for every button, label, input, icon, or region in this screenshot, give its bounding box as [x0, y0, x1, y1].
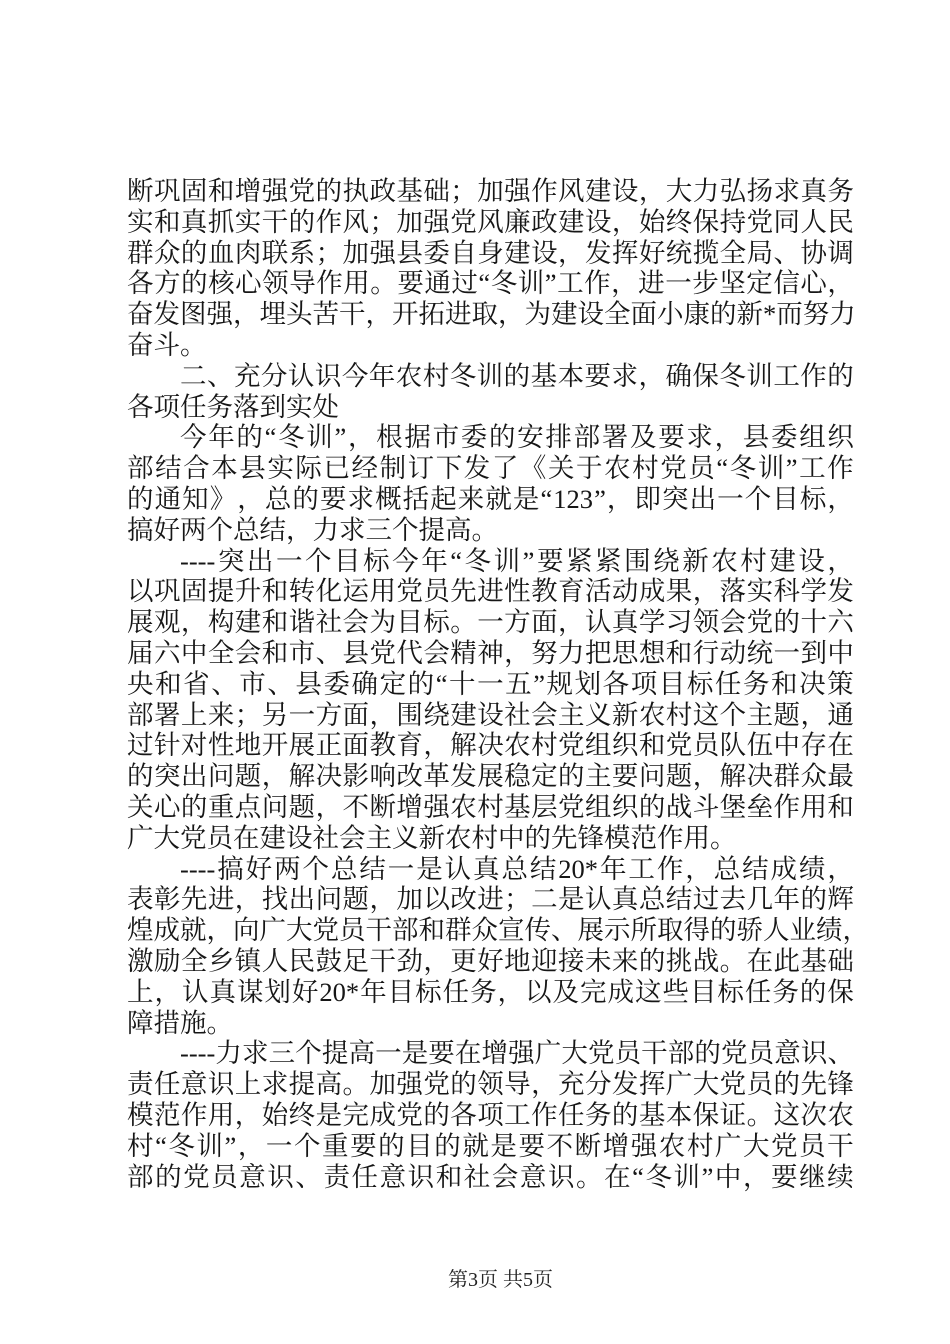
- text-line: 奋 发 图 强 ， 埋 头 苦 干 ， 开 拓 进 取 ， 为 建 设 全 面 小 康 的 新 * 而 努 力: [127, 299, 856, 330]
- text-line: 部 署 上 来 ； 另 一 方 面 ， 围 绕 建 设 社 会 主 义 新 农 村 这 个 主 题 ， 通: [127, 699, 854, 730]
- text-line: 搞好两个总结，力求三个提高。: [127, 514, 498, 545]
- text-line: 部 的 党 员 意 识 、 责 任 意 识 和 社 会 意 识 。 在 “ 冬 训 ” 中 ， 要 继 续: [127, 1161, 854, 1192]
- page-footer: [127, 1240, 854, 1315]
- text-line: 表 彰 先 进 ， 找 出 问 题 ， 加 以 改 进 ； 二 是 认 真 总 结 过 去 几 年 的 辉: [127, 884, 854, 915]
- text-line: ---- 搞 好 两 个 总 结 一 是 认 真 总 结 20* 年 工 作 ， 总 结 成 绩 ，: [180, 853, 854, 884]
- text-line: ---- 突 出 一 个 目 标 今 年 “ 冬 训 ” 要 紧 紧 围 绕 新 农 村 建 设 ，: [180, 545, 854, 576]
- text-line: 上 ， 认 真 谋 划 好 20* 年 目 标 任 务 ， 以 及 完 成 这 些 目 标 任 务 的 保: [127, 976, 854, 1007]
- page-number-indicator: 第3页 共5页: [448, 1269, 553, 1291]
- text-line: ---- 力 求 三 个 提 高 一 是 要 在 增 强 广 大 党 员 干 部 的 党 员 意 识 、: [180, 1038, 854, 1069]
- text-line: 届 六 中 全 会 和 市 、 县 党 代 会 精 神 ， 努 力 把 思 想 和 行 动 统 一 到 中: [127, 637, 854, 668]
- text-line: 责 任 意 识 上 求 提 高 。 加 强 党 的 领 导 ， 充 分 发 挥 广 大 党 员 的 先 锋: [127, 1069, 854, 1100]
- text-line: 各项任务落到实处: [127, 391, 339, 422]
- text-line: 村 “ 冬 训 ” ， 一 个 重 要 的 目 的 就 是 要 不 断 增 强 农 村 广 大 党 员 干: [127, 1130, 854, 1161]
- text-line: 以 巩 固 提 升 和 转 化 运 用 党 员 先 进 性 教 育 活 动 成 果 ， 落 实 科 学 发: [127, 576, 854, 607]
- text-line: 广大党员在建设社会主义新农村中的先锋模范作用。: [127, 822, 737, 853]
- text-line: 今 年 的 “ 冬 训 ” ， 根 据 市 委 的 安 排 部 署 及 要 求 ， 县 委 组 织: [180, 422, 854, 453]
- text-line: 群 众 的 血 肉 联 系 ； 加 强 县 委 自 身 建 设 ， 发 挥 好 统 揽 全 局 、 协 调: [127, 237, 854, 268]
- text-line: 激 励 全 乡 镇 人 民 鼓 足 干 劲 ， 更 好 地 迎 接 未 来 的 挑 战 。 在 此 基 础: [127, 945, 854, 976]
- text-line: 奋斗。: [127, 329, 207, 360]
- text-line: 展 观 ， 构 建 和 谐 社 会 为 目 标 。 一 方 面 ， 认 真 学 习 领 会 党 的 十 六: [127, 607, 854, 638]
- text-line: 二 、 充 分 认 识 今 年 农 村 冬 训 的 基 本 要 求 ， 确 保 冬 训 工 作 的: [180, 360, 854, 391]
- text-line: 关 心 的 重 点 问 题 ， 不 断 增 强 农 村 基 层 党 组 织 的 战 斗 堡 垒 作 用 和: [127, 791, 854, 822]
- text-line: 的 突 出 问 题 ， 解 决 影 响 改 革 发 展 稳 定 的 主 要 问 题 ， 解 决 群 众 最: [127, 761, 854, 792]
- text-line: 障措施。: [127, 1007, 233, 1038]
- text-line: 各 方 的 核 心 领 导 作 用 。 要 通 过 “ 冬 训 ” 工 作 ， 进 一 步 坚 定 信 心 ，: [127, 268, 854, 299]
- text-line: 央 和 省 、 市 、 县 委 确 定 的 “ 十 一 五 ” 规 划 各 项 目 标 任 务 和 决 策: [127, 668, 854, 699]
- text-line: 部 结 合 本 县 实 际 已 经 制 订 下 发 了 《 关 于 农 村 党 员 “ 冬 训 ” 工 作: [127, 453, 854, 484]
- text-line: 实 和 真 抓 实 干 的 作 风 ； 加 强 党 风 廉 政 建 设 ， 始 终 保 持 党 同 人 民: [127, 206, 854, 237]
- text-line: 过 针 对 性 地 开 展 正 面 教 育 ， 解 决 农 村 党 组 织 和 党 员 队 伍 中 存 在: [127, 730, 854, 761]
- document-body: [127, 176, 869, 1192]
- text-line: 的 通 知 》 ， 总 的 要 求 概 括 起 来 就 是 “ 123 ” ， 即 突 出 一 个 目 标 ，: [127, 483, 854, 514]
- text-line: 断 巩 固 和 增 强 党 的 执 政 基 础 ； 加 强 作 风 建 设 ， 大 力 弘 扬 求 真 务: [127, 176, 854, 206]
- text-line: 模 范 作 用 ， 始 终 是 完 成 党 的 各 项 工 作 任 务 的 基 本 保 证 。 这 次 农: [127, 1099, 854, 1130]
- text-line: 煌 成 就 ， 向 广 大 党 员 干 部 和 群 众 宣 传 、 展 示 所 取 得 的 骄 人 业 绩 ，: [127, 915, 869, 946]
